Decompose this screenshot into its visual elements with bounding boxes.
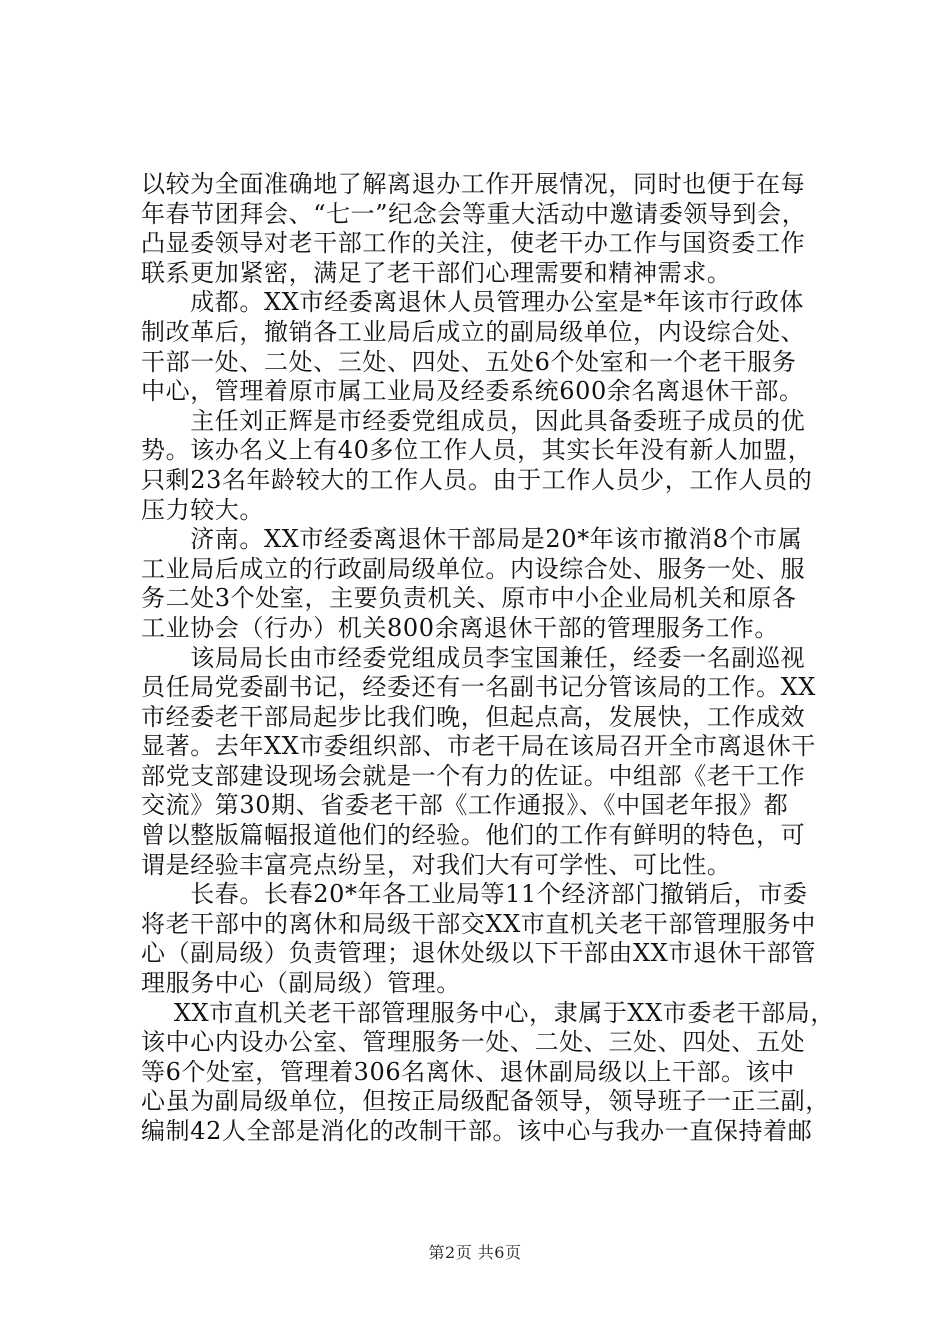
body-text bbox=[141, 170, 841, 1147]
text-line: 显著。去年XX市委组织部、市老干局在该局召开全市离退休干 bbox=[141, 732, 816, 761]
text-line: 曾以整版篇幅报道他们的经验。他们的工作有鲜明的特色，可 bbox=[141, 821, 806, 850]
text-line: 务二处3个处室，主要负责机关、原市中小企业局机关和原各 bbox=[141, 584, 797, 613]
text-line: 制改革后，撤销各工业局后成立的副局级单位，内设综合处、 bbox=[141, 317, 806, 346]
text-line: 理服务中心（副局级）管理。 bbox=[141, 969, 461, 998]
text-line: 主任刘正辉是市经委党组成员，因此具备委班子成员的优 bbox=[141, 406, 806, 435]
text-line: 工业局后成立的行政副局级单位。内设综合处、服务一处、服 bbox=[141, 554, 806, 583]
text-line: 干部一处、二处、三处、四处、五处6个处室和一个老干服务 bbox=[141, 347, 797, 376]
text-line: 凸显委领导对老干部工作的关注，使老干办工作与国资委工作 bbox=[141, 229, 806, 258]
text-line: XX市直机关老干部管理服务中心，隶属于XX市委老干部局， bbox=[141, 998, 835, 1027]
text-line: 等6个处室，管理着306名离休、退休副局级以上干部。该中 bbox=[141, 1057, 795, 1086]
text-line: 编制42人全部是消化的改制干部。该中心与我办一直保持着邮 bbox=[141, 1117, 813, 1145]
text-line: 联系更加紧密，满足了老干部们心理需要和精神需求。 bbox=[141, 258, 732, 287]
text-line: 只剩23名年龄较大的工作人员。由于工作人员少，工作人员的 bbox=[141, 465, 813, 494]
text-line: 心（副局级）负责管理；退休处级以下干部由XX市退休干部管 bbox=[141, 939, 816, 968]
text-line: 员任局党委副书记，经委还有一名副书记分管该局的工作。XX bbox=[141, 673, 816, 702]
text-line: 该局局长由市经委党组成员李宝国兼任，经委一名副巡视 bbox=[141, 643, 806, 672]
text-line: 交流》第30期、省委老干部《工作通报》、《中国老年报》都 bbox=[141, 791, 789, 820]
text-line: 济南。XX市经委离退休干部局是20*年该市撤消8个市属 bbox=[141, 525, 803, 554]
text-line: 部党支部建设现场会就是一个有力的佐证。中组部《老干工作 bbox=[141, 761, 806, 790]
text-line: 以较为全面准确地了解离退办工作开展情况，同时也便于在每 bbox=[141, 170, 806, 198]
text-line: 成都。XX市经委离退休人员管理办公室是*年该市行政体 bbox=[141, 288, 804, 317]
text-line: 压力较大。 bbox=[141, 495, 264, 524]
text-line: 中心，管理着原市属工业局及经委系统600余名离退休干部。 bbox=[141, 377, 804, 406]
page-footer: 第2页 共6页 bbox=[428, 1243, 522, 1262]
text-line: 谓是经验丰富亮点纷呈，对我们大有可学性、可比性。 bbox=[141, 850, 732, 879]
text-line: 市经委老干部局起步比我们晚，但起点高，发展快，工作成效 bbox=[141, 702, 806, 731]
text-line: 心虽为副局级单位，但按正局级配备领导，领导班子一正三副， bbox=[141, 1087, 830, 1116]
text-line: 该中心内设办公室、管理服务一处、二处、三处、四处、五处 bbox=[141, 1028, 806, 1057]
text-line: 年春节团拜会、“七一”纪念会等重大活动中邀请委领导到会， bbox=[141, 199, 807, 228]
text-line: 将老干部中的离休和局级干部交XX市直机关老干部管理服务中 bbox=[141, 909, 816, 938]
text-line: 工业协会（行办）机关800余离退休干部的管理服务工作。 bbox=[141, 613, 780, 642]
text-line: 势。该办名义上有40多位工作人员，其实长年没有新人加盟， bbox=[141, 436, 813, 465]
text-line: 长春。长春20*年各工业局等11个经济部门撤销后，市委 bbox=[141, 880, 808, 909]
